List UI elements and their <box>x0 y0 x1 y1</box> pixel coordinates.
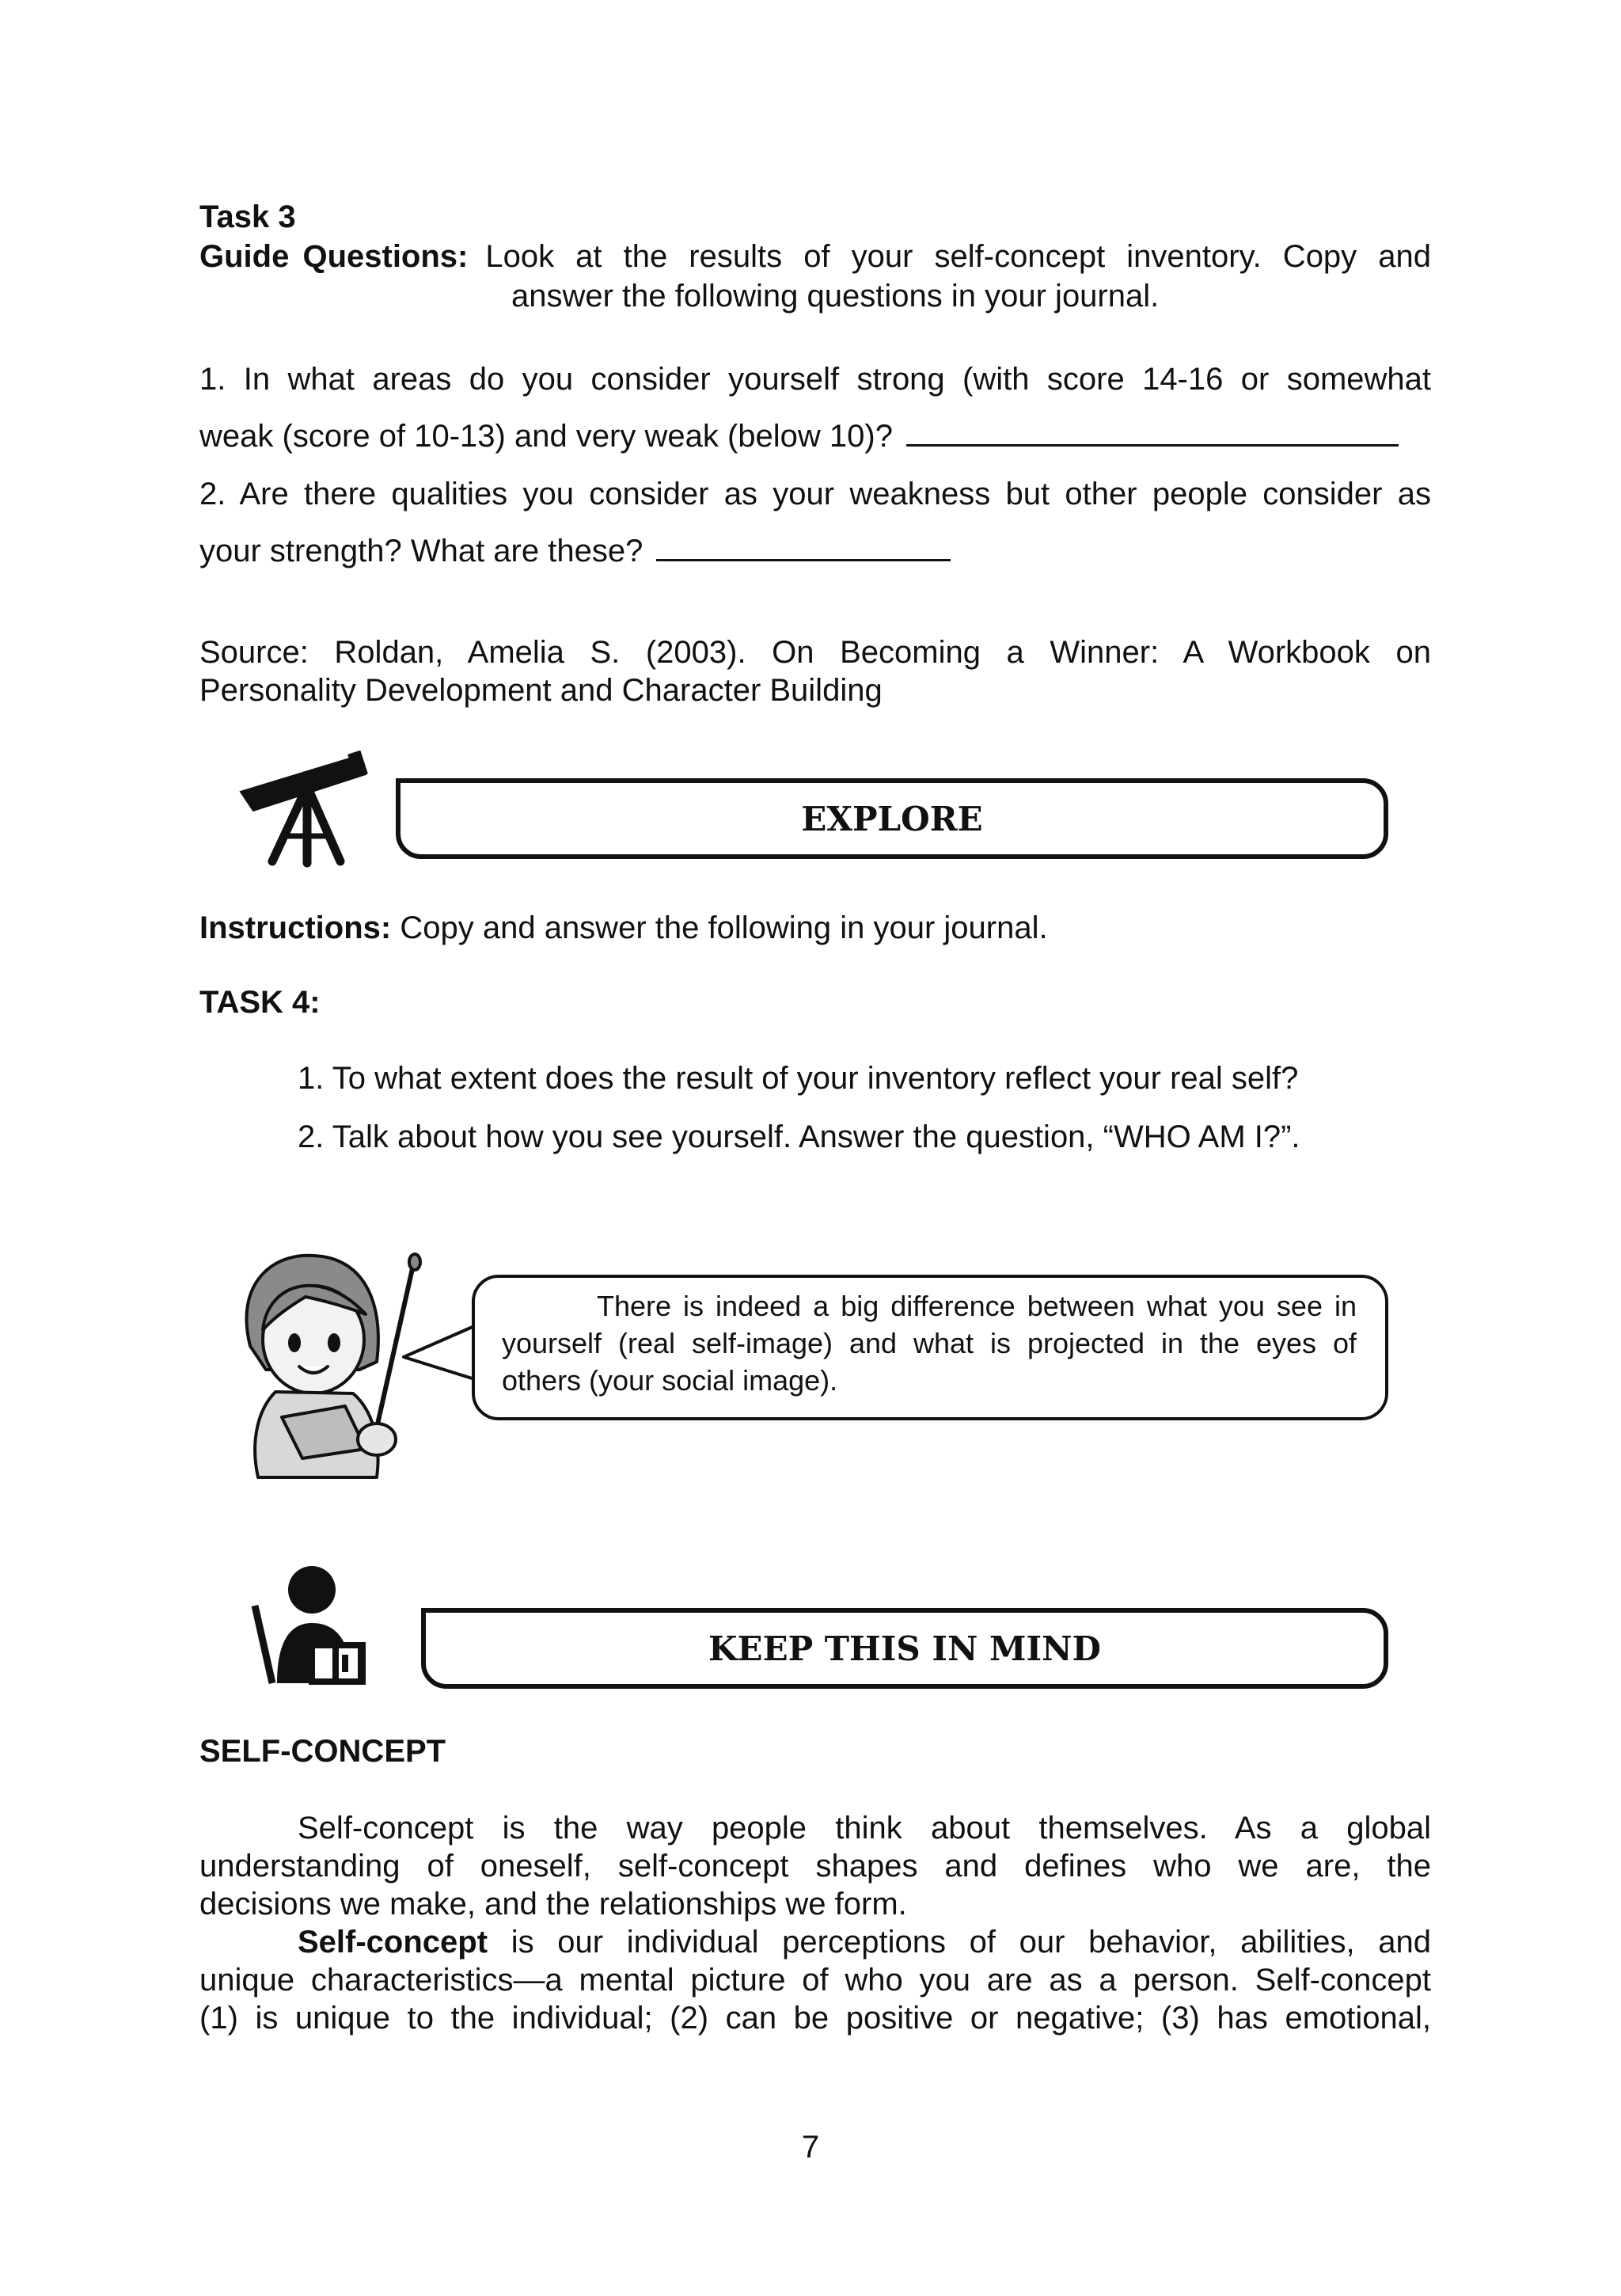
keep-in-mind-banner <box>421 1608 1388 1689</box>
question-1-line1: 1. In what areas do you consider yourself strong (with score 14-16 or somewhat <box>199 362 1431 397</box>
question-2-line2 <box>199 532 951 570</box>
self-concept-p2-line3: (1) is unique to the individual; (2) can be positive or negative; (3) has emotional, <box>199 2001 1431 2036</box>
guide-questions-line1: Look at the results of your self-concept inventory. Copy and <box>485 239 1431 274</box>
self-concept-p1-line3: decisions we make, and the relationships we form. <box>199 1887 907 1922</box>
self-concept-p2-line2: unique characteristics—a mental picture of who you are as a person. Self-concept <box>199 1963 1431 1998</box>
question-2-line1: 2. Are there qualities you consider as your weakness but other people consider as <box>199 477 1431 511</box>
source-line1: Source: Roldan, Amelia S. (2003). On Becoming a Winner: A Workbook on <box>199 635 1431 670</box>
telescope-icon <box>234 751 377 868</box>
instructions <box>199 909 1048 947</box>
answer-blank-2[interactable] <box>656 535 951 561</box>
self-concept-bold-term: Self-concept <box>298 1925 488 1960</box>
speech-bubble-tail <box>401 1313 483 1392</box>
self-concept-p2-line1-text: is our individual perceptions of our behavior, abilities, and <box>488 1925 1431 1960</box>
source-line2: Personality Development and Character Building <box>199 673 883 708</box>
speech-bubble-text: There is indeed a big difference between what you see in yourself (real self-image) and what is projected in the eyes of others (your social image). <box>502 1290 1357 1397</box>
self-concept-p1-line1: Self-concept is the way people think about themselves. As a global <box>298 1811 1431 1846</box>
task3-heading: Task 3 <box>199 200 296 234</box>
instructions-text: Copy and answer the following in your journal. <box>391 910 1048 945</box>
task4-item-2: 2. Talk about how you see yourself. Answer the question, “WHO AM I?”. <box>298 1119 1300 1154</box>
explore-title: EXPLORE <box>801 799 983 838</box>
question-1-line2 <box>199 417 1399 455</box>
guide-questions-label: Guide Questions: <box>199 239 469 274</box>
self-concept-p1-line2: understanding of oneself, self-concept shapes and defines who we are, the <box>199 1849 1431 1884</box>
guide-questions <box>199 238 1431 276</box>
self-concept-p2-line1 <box>298 1923 1431 1961</box>
page-number: 7 <box>801 2130 820 2165</box>
task4-heading: TASK 4: <box>199 985 321 1020</box>
keep-in-mind-title: KEEP THIS IN MIND <box>708 1629 1101 1668</box>
question-1-text: weak (score of 10-13) and very weak (below 10)? <box>199 419 893 454</box>
task4-item-1: 1. To what extent does the result of your inventory reflect your real self? <box>298 1061 1299 1096</box>
instructions-label: Instructions: <box>199 910 392 945</box>
answer-blank-1[interactable] <box>906 420 1399 447</box>
guide-questions-line2: answer the following questions in your journal. <box>511 279 1160 314</box>
explore-banner <box>396 778 1388 859</box>
person-reading-icon <box>245 1566 366 1686</box>
question-2-text: your strength? What are these? <box>199 534 643 568</box>
speech-bubble <box>472 1275 1388 1420</box>
self-concept-heading: SELF-CONCEPT <box>199 1734 446 1769</box>
